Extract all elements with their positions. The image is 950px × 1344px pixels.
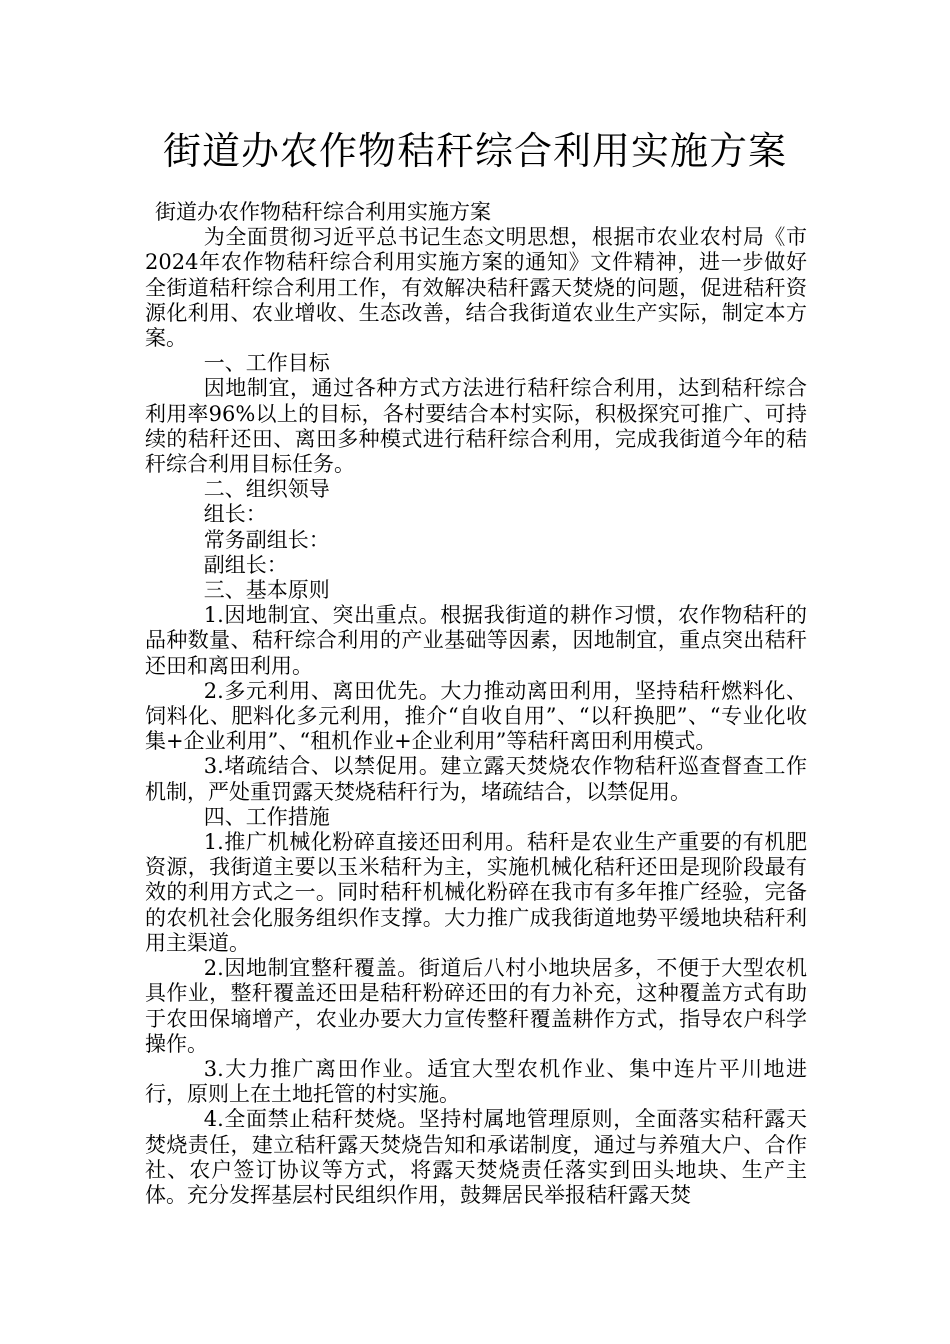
document-title: 街道办农作物秸秆综合利用实施方案 (162, 129, 787, 173)
measure-item: 2.因地制宜整秆覆盖。街道后八村小地块居多，不便于大型农机具作业，整秆覆盖还田是秸秆粉碎还田的有力补充，这种覆盖方式有助于农田保墒增产，农业办要大力宣传整秆覆盖耕作方式，指导农户科学操作。 (145, 956, 807, 1056)
principle-item: 1.因地制宜、突出重点。根据我街道的耕作习惯，农作物秸秆的品种数量、秸秆综合利用的产业基础等因素，因地制宜，重点突出秸秆还田和离田利用。 (145, 603, 807, 678)
section-heading-measures: 四、工作措施 (203, 804, 330, 829)
goals-paragraph: 因地制宜，通过各种方式方法进行秸秆综合利用，达到秸秆综合利用率96%以上的目标，各村要结合本村实际，积极探究可推广、可持续的秸秆还田、离田多种模式进行秸秆综合利用，完成我街道今年的秸秆综合利用目标任务。 (145, 376, 807, 477)
document-subtitle: 街道办农作物秸秆综合利用实施方案 (155, 200, 491, 224)
exec-deputy-line: 常务副组长： (203, 527, 330, 552)
document-body (145, 200, 807, 1208)
leader-line: 组长： (203, 502, 267, 527)
measure-item: 4.全面禁止秸秆焚烧。坚持村属地管理原则，全面落实秸秆露天焚烧责任，建立秸秆露天焚烧告知和承诺制度，通过与养殖大户、合作社、农户签订协议等方式，将露天焚烧责任落实到田头地块、生产主体。充分发挥基层村民组织作用，鼓舞居民举报秸秆露天焚 (145, 1107, 807, 1207)
section-heading-principles: 三、基本原则 (203, 578, 330, 603)
intro-paragraph: 为全面贯彻习近平总书记生态文明思想，根据市农业农村局《市2024年农作物秸秆综合利用实施方案的通知》文件精神，进一步做好全街道秸秆综合利用工作，有效解决秸秆露天焚烧的问题，促进秸秆资源化利用、农业增收、生态改善，结合我街道农业生产实际，制定本方案。 (145, 225, 807, 351)
section-heading-goals: 一、工作目标 (203, 351, 330, 376)
section-heading-leadership: 二、组织领导 (203, 477, 330, 502)
principle-item: 2.多元利用、离田优先。大力推动离田利用，坚持秸秆燃料化、饲料化、肥料化多元利用，推介“自收自用”、“以秆换肥”、“专业化收集+企业利用”、“租机作业+企业利用”等秸秆离田利用模式。 (145, 678, 807, 754)
measure-item: 1.推广机械化粉碎直接还田利用。秸秆是农业生产重要的有机肥资源，我街道主要以玉米秸秆为主，实施机械化秸秆还田是现阶段最有效的利用方式之一。同时秸秆机械化粉碎在我市有多年推广经验，完备的农机社会化服务组织作支撑。大力推广成我街道地势平缓地块秸秆利用主渠道。 (145, 830, 807, 955)
measure-item: 3.大力推广离田作业。适宜大型农机作业、集中连片平川地进行，原则上在土地托管的村实施。 (145, 1056, 807, 1107)
principle-item: 3.堵疏结合、以禁促用。建立露天焚烧农作物秸秆巡查督查工作机制，严处重罚露天焚烧秸秆行为，堵疏结合，以禁促用。 (145, 754, 807, 804)
deputy-line: 副组长： (203, 552, 288, 577)
